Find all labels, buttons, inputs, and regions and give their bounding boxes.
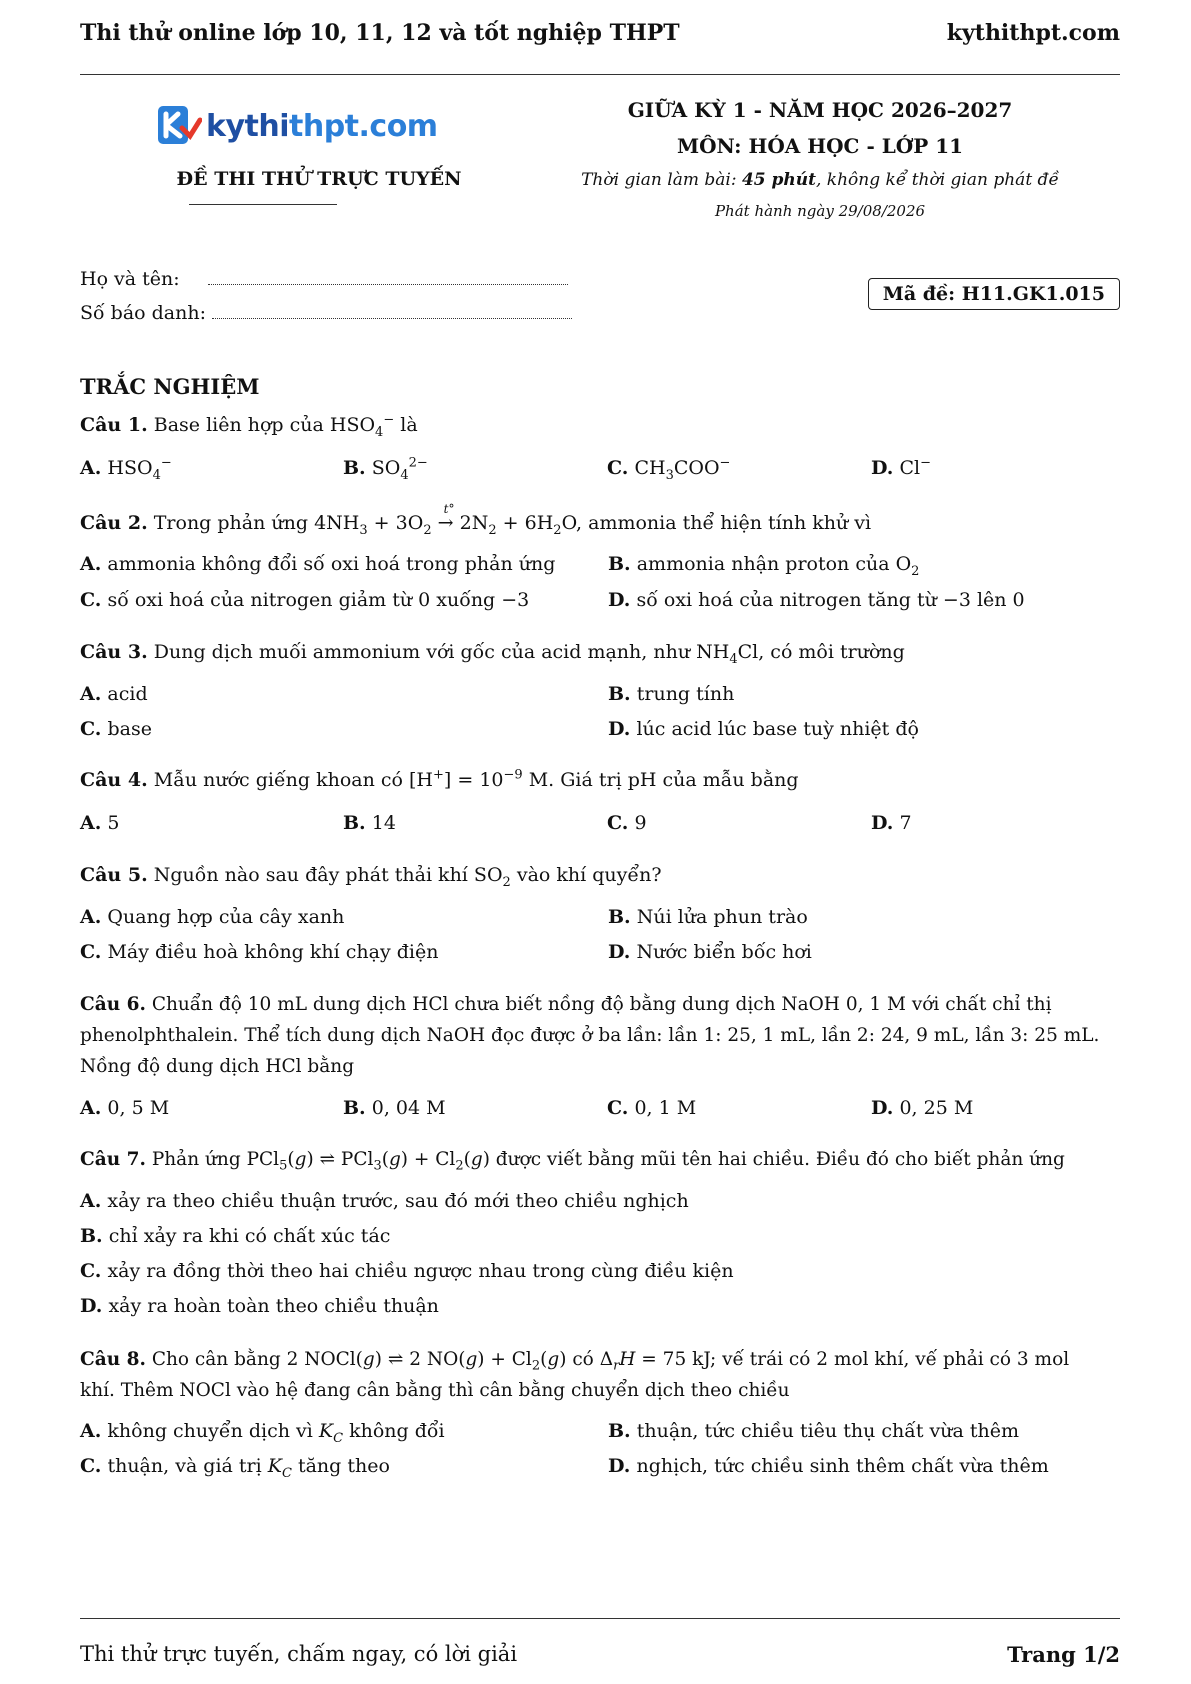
q1-option-a[interactable]: A. $HSO_4^-$: [80, 455, 172, 483]
header-divider: [80, 74, 1120, 75]
q6-line-2: phenolphthalein. Thể tích dung dịch NaOH đọc được ở ba lần: lần 1: 25, 1 mL, lần 2: 24, 9 mL, lần 3: 25 mL.: [80, 1025, 1100, 1046]
page-number: Trang 1/2: [1007, 1642, 1120, 1667]
q3-option-c[interactable]: C. base: [80, 718, 152, 740]
q4-option-b[interactable]: B. 14: [343, 812, 396, 834]
header-left-text: Thi thử online lớp 10, 11, 12 và tốt nghiệp THPT: [80, 20, 680, 46]
q6-line-3: Nồng độ dung dịch HCl bằng: [80, 1056, 355, 1077]
student-name-label: Họ và tên:: [80, 268, 180, 290]
logo-tagline: ĐỀ THI THỬ TRỰC TUYẾN: [176, 168, 462, 190]
q2-option-d[interactable]: D. số oxi hoá của nitrogen tăng từ −3 lên 0: [608, 589, 1025, 611]
tagline-underline: [189, 204, 337, 205]
q4-option-d[interactable]: D. 7: [871, 812, 912, 834]
question-7: Câu 7. Phản ứng PCl$_5$(g) ⇌ $PCl_3(g) + Cl_2(g)$ được viết bằng mũi tên hai chiều. Điều đó cho biết phản ứng: [80, 1149, 1065, 1174]
page-footer: [80, 1642, 1120, 1667]
q4-option-a[interactable]: A. 5: [80, 812, 120, 834]
q6-option-b[interactable]: B. 0, 04 M: [343, 1097, 446, 1119]
exam-title: GIỮA KỲ 1 - NĂM HỌC 2026–2027: [627, 98, 1013, 122]
question-4: Câu 4. Mẫu nước giếng khoan có $[H^+] = 10^{-9}$ M. Giá trị pH của mẫu bằng: [80, 767, 799, 791]
q6-option-c[interactable]: C. 0, 1 M: [607, 1097, 697, 1119]
site-logo: [154, 102, 438, 150]
q1-option-b[interactable]: B. $SO_4^{2-}$: [343, 455, 428, 483]
q3-option-a[interactable]: A. acid: [80, 683, 148, 705]
exam-time: Thời gian làm bài: 45 phút, không kể thời gian phát đề: [581, 170, 1059, 190]
q5-option-a[interactable]: A. Quang hợp của cây xanh: [80, 906, 345, 928]
exam-code-box: Mã đề: H11.GK1.015: [868, 278, 1120, 310]
question-8: [80, 1344, 1120, 1406]
q6-line-1: Câu 6. Chuẩn độ 10 mL dung dịch HCl chưa biết nồng độ bằng dung dịch NaOH 0, 1 M với chất chỉ thị: [80, 994, 1052, 1015]
question-3: Câu 3. Dung dịch muối ammonium với gốc của acid mạnh, như $NH_4Cl$, có môi trường: [80, 641, 905, 667]
footer-divider: [80, 1618, 1120, 1619]
logo-text-part1: kythi: [206, 108, 289, 144]
question-5: Câu 5. Nguồn nào sau đây phát thải khí $SO_2$ vào khí quyển?: [80, 864, 662, 890]
q7-option-c[interactable]: C. xảy ra đồng thời theo hai chiều ngược nhau trong cùng điều kiện: [80, 1260, 734, 1282]
exam-heading: [520, 98, 1120, 220]
q1-option-d[interactable]: D. Cl−: [871, 455, 931, 479]
q3-option-b[interactable]: B. trung tính: [608, 683, 735, 705]
section-title: TRẮC NGHIỆM: [80, 374, 260, 399]
q8-option-a[interactable]: A. không chuyển dịch vì $K_C$ không đổi: [80, 1420, 445, 1446]
q5-option-b[interactable]: B. Núi lửa phun trào: [608, 906, 808, 928]
q1-option-c[interactable]: C. $CH_3COO^-$: [607, 455, 731, 483]
q6-option-d[interactable]: D. 0, 25 M: [871, 1097, 974, 1119]
q7-option-a[interactable]: A. xảy ra theo chiều thuận trước, sau đó mới theo chiều nghịch: [80, 1190, 689, 1212]
exam-page: [80, 0, 1120, 1684]
page-header: [80, 20, 1120, 46]
q6-option-a[interactable]: A. 0, 5 M: [80, 1097, 170, 1119]
logo-text-part2: thpt.com: [289, 108, 438, 144]
exam-release-date: Phát hành ngày 29/08/2026: [714, 202, 926, 220]
footer-slogan: Thi thử trực tuyến, chấm ngay, có lời giải: [80, 1642, 518, 1666]
q5-option-d[interactable]: D. Nước biển bốc hơi: [608, 941, 812, 963]
q2-option-b[interactable]: B. ammonia nhận proton của $O_2$: [608, 553, 920, 579]
q3-option-d[interactable]: D. lúc acid lúc base tuỳ nhiệt độ: [608, 718, 919, 740]
q8-line-1: Câu 8. Cho cân bằng 2 NOCl(g) ⇌ 2 $NO(g) + Cl_2(g)$ có $\Delta_rH = 75$ kJ; vế trái có 2 mol khí, vế phải có 3 mol: [80, 1349, 1070, 1374]
q8-line-2: khí. Thêm NOCl vào hệ đang cân bằng thì cân bằng chuyển dịch theo chiều: [80, 1380, 790, 1401]
student-name-line: [80, 268, 568, 290]
header-site-name: kythithpt.com: [946, 20, 1120, 46]
question-2: Câu 2. Trong phản ứng $4NH_3 + 3O_2$ → t° $2N_2 + 6H_2O$, ammonia thể hiện tính khử vì: [80, 502, 872, 538]
q4-option-c[interactable]: C. 9: [607, 812, 647, 834]
logo-icon: [154, 102, 202, 150]
student-id-line: [80, 302, 572, 324]
q8-option-d[interactable]: D. nghịch, tức chiều sinh thêm chất vừa thêm: [608, 1455, 1049, 1477]
q5-option-c[interactable]: C. Máy điều hoà không khí chạy điện: [80, 941, 439, 963]
exam-subject: MÔN: HÓA HỌC - LỚP 11: [676, 134, 964, 158]
student-id-blank[interactable]: [212, 302, 572, 319]
question-6: [80, 989, 1120, 1082]
q2-option-a[interactable]: A. ammonia không đổi số oxi hoá trong phản ứng: [80, 553, 556, 575]
student-name-blank[interactable]: [208, 268, 568, 285]
q7-option-d[interactable]: D. xảy ra hoàn toàn theo chiều thuận: [80, 1295, 439, 1317]
q2-option-c[interactable]: C. số oxi hoá của nitrogen giảm từ 0 xuống −3: [80, 589, 530, 611]
student-id-label: Số báo danh:: [80, 302, 207, 324]
q7-option-b[interactable]: B. chỉ xảy ra khi có chất xúc tác: [80, 1225, 391, 1247]
question-1: Câu 1. Base liên hợp của $HSO_4^-$ là: [80, 412, 418, 440]
q8-option-c[interactable]: C. thuận, và giá trị $K_C$ tăng theo: [80, 1455, 390, 1481]
q8-option-b[interactable]: B. thuận, tức chiều tiêu thụ chất vừa thêm: [608, 1420, 1020, 1442]
